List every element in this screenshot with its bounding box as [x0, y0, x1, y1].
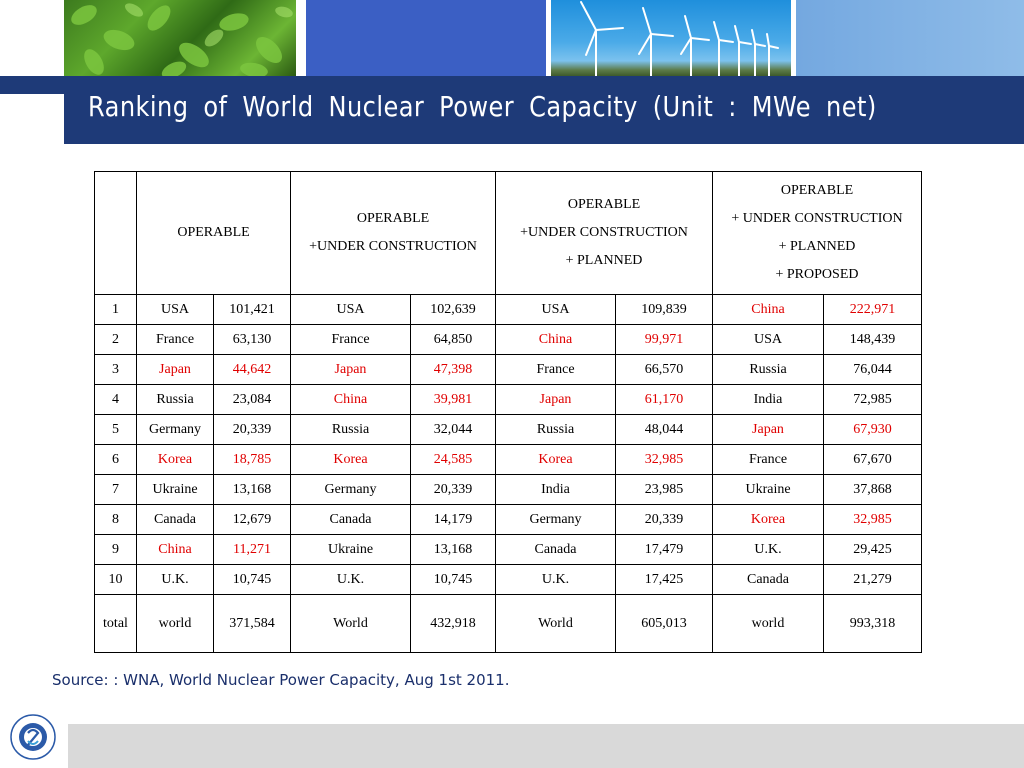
capacity-cell: 24,585	[411, 445, 496, 475]
country-cell: Russia	[137, 385, 214, 415]
header-line: OPERABLE	[780, 183, 854, 198]
capacity-cell: 67,930	[824, 415, 922, 445]
header-line: OPERABLE	[356, 211, 430, 226]
rank-cell: 1	[95, 295, 137, 325]
capacity-cell: 20,339	[214, 415, 291, 445]
capacity-cell: 39,981	[411, 385, 496, 415]
country-cell: Ukraine	[291, 535, 411, 565]
header-line: + PLANNED	[565, 253, 643, 268]
footer-bar	[68, 724, 1024, 768]
country-cell: Canada	[137, 505, 214, 535]
country-cell: U.K.	[713, 535, 824, 565]
sky-panel	[796, 0, 1024, 76]
rank-cell: 7	[95, 475, 137, 505]
country-cell: Japan	[137, 355, 214, 385]
capacity-cell: 148,439	[824, 325, 922, 355]
header-line: +UNDER CONSTRUCTION	[520, 225, 688, 240]
university-logo-icon	[9, 713, 57, 761]
header-operable-construction-planned	[496, 172, 713, 295]
leaves-image	[64, 0, 296, 76]
capacity-cell: 61,170	[616, 385, 713, 415]
table-row	[95, 505, 922, 535]
country-cell: Germany	[291, 475, 411, 505]
capacity-cell: 14,179	[411, 505, 496, 535]
table-row	[95, 565, 922, 595]
country-cell: France	[713, 445, 824, 475]
country-cell: France	[291, 325, 411, 355]
capacity-cell: 99,971	[616, 325, 713, 355]
country-cell: Ukraine	[713, 475, 824, 505]
capacity-cell: 13,168	[411, 535, 496, 565]
country-cell: Canada	[496, 535, 616, 565]
country-cell: Korea	[496, 445, 616, 475]
total-capacity-cell: 432,918	[411, 595, 496, 653]
capacity-cell: 17,425	[616, 565, 713, 595]
table-row	[95, 325, 922, 355]
rank-cell: 2	[95, 325, 137, 355]
country-cell: Russia	[291, 415, 411, 445]
capacity-cell: 20,339	[411, 475, 496, 505]
capacity-cell: 32,985	[824, 505, 922, 535]
capacity-cell: 29,425	[824, 535, 922, 565]
country-cell: Russia	[713, 355, 824, 385]
capacity-cell: 23,985	[616, 475, 713, 505]
country-cell: USA	[291, 295, 411, 325]
source-note: Source: : WNA, World Nuclear Power Capacity, Aug 1st 2011.	[52, 671, 510, 689]
rank-cell: 4	[95, 385, 137, 415]
country-cell: India	[496, 475, 616, 505]
wind-turbines-image	[551, 0, 791, 76]
table-row	[95, 385, 922, 415]
header-line: + PROPOSED	[775, 267, 859, 282]
country-cell: Korea	[291, 445, 411, 475]
capacity-cell: 37,868	[824, 475, 922, 505]
country-cell: USA	[496, 295, 616, 325]
capacity-cell: 44,642	[214, 355, 291, 385]
header-line: OPERABLE	[567, 197, 641, 212]
country-cell: Japan	[291, 355, 411, 385]
country-cell: China	[291, 385, 411, 415]
left-accent-band	[0, 76, 64, 94]
country-cell: India	[713, 385, 824, 415]
rank-cell: 9	[95, 535, 137, 565]
capacity-cell: 13,168	[214, 475, 291, 505]
header-operable-construction	[291, 172, 496, 295]
country-cell: Canada	[713, 565, 824, 595]
capacity-cell: 109,839	[616, 295, 713, 325]
country-cell: Russia	[496, 415, 616, 445]
capacity-cell: 32,044	[411, 415, 496, 445]
total-label: total	[95, 595, 137, 653]
country-cell: France	[137, 325, 214, 355]
header-operable	[137, 172, 291, 295]
header-line: OPERABLE	[177, 225, 250, 240]
country-cell: Japan	[496, 385, 616, 415]
capacity-cell: 17,479	[616, 535, 713, 565]
capacity-cell: 64,850	[411, 325, 496, 355]
capacity-cell: 48,044	[616, 415, 713, 445]
country-cell: Korea	[713, 505, 824, 535]
total-country-cell: World	[496, 595, 616, 653]
capacity-cell: 32,985	[616, 445, 713, 475]
country-cell: U.K.	[291, 565, 411, 595]
total-capacity-cell: 371,584	[214, 595, 291, 653]
capacity-cell: 18,785	[214, 445, 291, 475]
capacity-cell: 10,745	[411, 565, 496, 595]
table-header-row	[95, 172, 922, 295]
capacity-cell: 10,745	[214, 565, 291, 595]
total-capacity-cell: 605,013	[616, 595, 713, 653]
table-row	[95, 535, 922, 565]
rank-header	[95, 172, 137, 295]
country-cell: U.K.	[137, 565, 214, 595]
rank-cell: 5	[95, 415, 137, 445]
country-cell: Ukraine	[137, 475, 214, 505]
capacity-cell: 12,679	[214, 505, 291, 535]
table-row	[95, 355, 922, 385]
slide-title: Ranking of World Nuclear Power Capacity (Unit : MWe net)	[88, 90, 877, 123]
total-row	[95, 595, 922, 653]
table-row	[95, 445, 922, 475]
header-line: + PLANNED	[778, 239, 856, 254]
country-cell: USA	[137, 295, 214, 325]
table-row	[95, 475, 922, 505]
country-cell: China	[496, 325, 616, 355]
blue-panel	[306, 0, 546, 76]
country-cell: China	[713, 295, 824, 325]
country-cell: Japan	[713, 415, 824, 445]
capacity-cell: 66,570	[616, 355, 713, 385]
capacity-cell: 11,271	[214, 535, 291, 565]
table-row	[95, 415, 922, 445]
table-body	[95, 295, 922, 653]
country-cell: U.K.	[496, 565, 616, 595]
table-row	[95, 295, 922, 325]
title-bar	[64, 76, 1024, 144]
country-cell: China	[137, 535, 214, 565]
country-cell: Germany	[137, 415, 214, 445]
capacity-cell: 102,639	[411, 295, 496, 325]
capacity-cell: 63,130	[214, 325, 291, 355]
total-country-cell: World	[291, 595, 411, 653]
rank-cell: 6	[95, 445, 137, 475]
capacity-cell: 21,279	[824, 565, 922, 595]
capacity-cell: 20,339	[616, 505, 713, 535]
total-capacity-cell: 993,318	[824, 595, 922, 653]
rank-cell: 8	[95, 505, 137, 535]
header-line: + UNDER CONSTRUCTION	[731, 211, 903, 226]
capacity-cell: 72,985	[824, 385, 922, 415]
capacity-cell: 222,971	[824, 295, 922, 325]
capacity-table	[94, 171, 922, 653]
header-line: +UNDER CONSTRUCTION	[309, 239, 477, 254]
header-operable-construction-planned-proposed	[713, 172, 922, 295]
country-cell: USA	[713, 325, 824, 355]
capacity-cell: 101,421	[214, 295, 291, 325]
country-cell: Korea	[137, 445, 214, 475]
total-country-cell: world	[137, 595, 214, 653]
capacity-cell: 23,084	[214, 385, 291, 415]
rank-cell: 10	[95, 565, 137, 595]
country-cell: Canada	[291, 505, 411, 535]
rank-cell: 3	[95, 355, 137, 385]
capacity-cell: 76,044	[824, 355, 922, 385]
country-cell: Germany	[496, 505, 616, 535]
country-cell: France	[496, 355, 616, 385]
total-country-cell: world	[713, 595, 824, 653]
capacity-cell: 47,398	[411, 355, 496, 385]
capacity-cell: 67,670	[824, 445, 922, 475]
